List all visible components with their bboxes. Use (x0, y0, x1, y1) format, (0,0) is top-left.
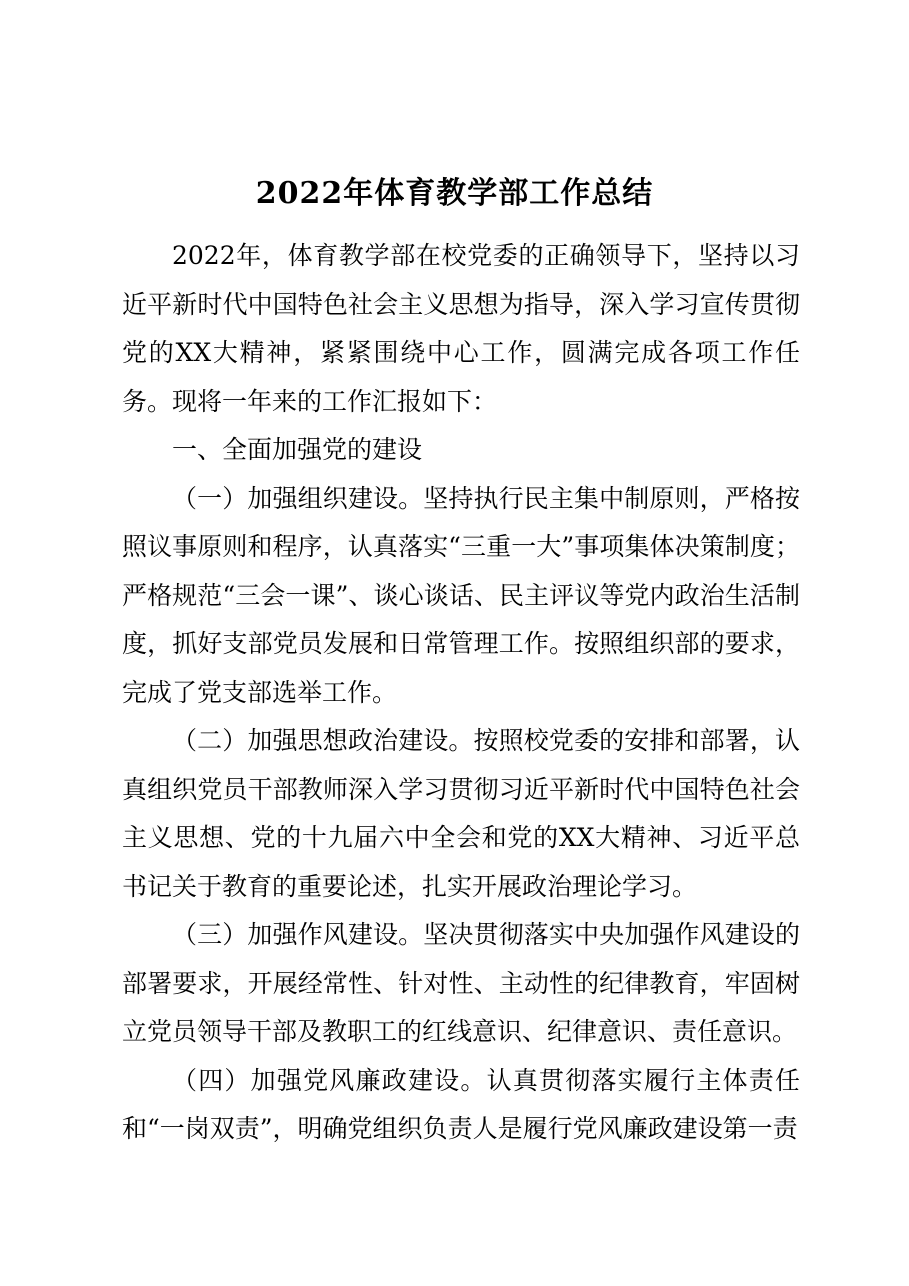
paragraph-integrity-building: （四）加强党风廉政建设。认真贯彻落实履行主体责任和“一岗双责”，明确党组织负责人是履行党风廉政建设第一责 (122, 1065, 800, 1143)
paragraph-intro: 2022年，体育教学部在校党委的正确领导下，坚持以习近平新时代中国特色社会主义思想为指导，深入学习宣传贯彻党的XX大精神，紧紧围绕中心工作，圆满完成各项工作任务。现将一年来的工作汇报如下： (122, 241, 800, 416)
document-body (122, 232, 800, 1154)
paragraph-organization-building: （一）加强组织建设。坚持执行民主集中制原则，严格按照议事原则和程序，认真落实“三重一大”事项集体决策制度；严格规范“三会一课”、谈心谈话、民主评议等党内政治生活制度，抓好支部党员发展和日常管理工作。按照组织部的要求，完成了党支部选举工作。 (122, 483, 800, 707)
section-heading-party-building: 一、全面加强党的建设 (172, 435, 423, 464)
paragraph-ideological-building: （二）加强思想政治建设。按照校党委的安排和部署，认真组织党员干部教师深入学习贯彻习近平新时代中国特色社会主义思想、党的十九届六中全会和党的XX大精神、习近平总书记关于教育的重要论述，扎实开展政治理论学习。 (122, 726, 800, 901)
document-title: 2022年体育教学部工作总结 (255, 176, 654, 211)
paragraph-work-style-building: （三）加强作风建设。坚决贯彻落实中央加强作风建设的部署要求，开展经常性、针对性、主动性的纪律教育，牢固树立党员领导干部及教职工的红线意识、纪律意识、责任意识。 (122, 920, 800, 1046)
